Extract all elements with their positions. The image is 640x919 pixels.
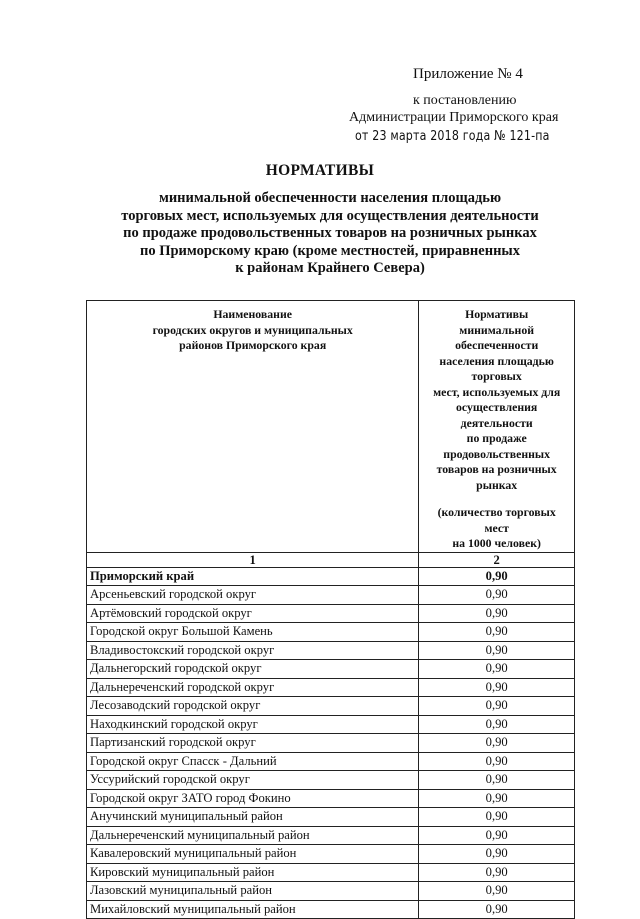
header-note-line: на 1000 человек) <box>452 536 541 550</box>
table-row <box>87 586 575 605</box>
column-header-name <box>87 301 419 553</box>
document-title: НОРМАТИВЫ <box>265 162 375 179</box>
territory-name: Приморский край <box>87 567 419 586</box>
norm-value: 0,90 <box>419 567 575 586</box>
header-line: Нормативы <box>465 307 529 321</box>
norm-value: 0,90 <box>419 845 575 864</box>
norm-value: 0,90 <box>419 752 575 771</box>
table-row <box>87 641 575 660</box>
header-note-line: (количество торговых мест <box>437 505 556 535</box>
territory-name: Дальнереченский городской округ <box>87 678 419 697</box>
territory-name: Михайловский муниципальный район <box>87 900 419 919</box>
table-row <box>87 623 575 642</box>
column-number: 1 <box>87 552 419 567</box>
territory-name: Городской округ Спасск - Дальний <box>87 752 419 771</box>
table-row <box>87 863 575 882</box>
table-row <box>87 882 575 901</box>
table-row <box>87 900 575 919</box>
subtitle-line: торговых мест, используемых для осуществления деятельности <box>121 207 539 224</box>
norm-value: 0,90 <box>419 900 575 919</box>
table-row <box>87 604 575 623</box>
table-row <box>87 789 575 808</box>
norm-value: 0,90 <box>419 623 575 642</box>
norm-value: 0,90 <box>419 826 575 845</box>
norms-table <box>86 300 575 919</box>
header-line: по продаже продовольственных <box>443 431 551 461</box>
table-row <box>87 752 575 771</box>
norm-value: 0,90 <box>419 697 575 716</box>
header-line: мест, используемых для <box>433 384 561 399</box>
territory-name: Городской округ ЗАТО город Фокино <box>87 789 419 808</box>
header-line: Наименование <box>213 307 292 321</box>
table-row <box>87 808 575 827</box>
table-row <box>87 660 575 679</box>
norm-value: 0,90 <box>419 586 575 605</box>
norm-value: 0,90 <box>419 789 575 808</box>
table-row <box>87 845 575 864</box>
territory-name: Артёмовский городской округ <box>87 604 419 623</box>
subtitle-line: по продаже продовольственных товаров на розничных рынках <box>123 225 537 242</box>
norm-value: 0,90 <box>419 678 575 697</box>
territory-name: Городской округ Большой Камень <box>87 623 419 642</box>
norm-value: 0,90 <box>419 882 575 901</box>
norm-value: 0,90 <box>419 734 575 753</box>
territory-name: Анучинский муниципальный район <box>87 808 419 827</box>
table-row <box>87 678 575 697</box>
to-decree-label: к постановлению <box>413 93 517 108</box>
subtitle-line: к районам Крайнего Севера) <box>235 260 425 277</box>
territory-name: Кировский муниципальный район <box>87 863 419 882</box>
decree-date-stamp: от 23 марта 2018 года № 121-па <box>355 128 550 144</box>
territory-name: Дальнегорский городской округ <box>87 660 419 679</box>
header-line: районов Приморского края <box>179 338 327 352</box>
norm-value: 0,90 <box>419 808 575 827</box>
territory-name: Лесозаводский городской округ <box>87 697 419 716</box>
territory-name: Кавалеровский муниципальный район <box>87 845 419 864</box>
column-number-row <box>87 552 575 567</box>
norm-value: 0,90 <box>419 641 575 660</box>
table-row <box>87 715 575 734</box>
table-body <box>87 567 575 919</box>
territory-name: Уссурийский городской округ <box>87 771 419 790</box>
territory-name: Партизанский городской округ <box>87 734 419 753</box>
header-line: осуществления деятельности <box>456 400 538 430</box>
norm-value: 0,90 <box>419 771 575 790</box>
norm-value: 0,90 <box>419 863 575 882</box>
header-line: минимальной обеспеченности <box>455 322 539 352</box>
territory-name: Владивостокский городской округ <box>87 641 419 660</box>
column-header-norm <box>419 301 575 553</box>
administration-name: Администрации Приморского края <box>349 110 559 125</box>
territory-name: Лазовский муниципальный район <box>87 882 419 901</box>
norm-value: 0,90 <box>419 604 575 623</box>
table-row <box>87 567 575 586</box>
subtitle-line: по Приморскому краю (кроме местностей, приравненных <box>139 242 521 259</box>
column-number: 2 <box>419 552 575 567</box>
territory-name: Дальнереченский муниципальный район <box>87 826 419 845</box>
table-row <box>87 826 575 845</box>
subtitle-line: минимальной обеспеченности населения площадью <box>158 190 502 206</box>
appendix-number: Приложение № 4 <box>413 66 523 82</box>
territory-name: Находкинский городской округ <box>87 715 419 734</box>
norm-value: 0,90 <box>419 715 575 734</box>
table-row <box>87 771 575 790</box>
territory-name: Арсеньевский городской округ <box>87 586 419 605</box>
table-header-row <box>87 301 575 553</box>
norm-value: 0,90 <box>419 660 575 679</box>
table-row <box>87 697 575 716</box>
table-row <box>87 734 575 753</box>
header-line: товаров на розничных рынках <box>436 462 557 492</box>
header-line: населения площадью торговых <box>439 353 554 383</box>
document-subtitle <box>110 190 550 278</box>
header-line: городских округов и муниципальных <box>152 322 353 337</box>
